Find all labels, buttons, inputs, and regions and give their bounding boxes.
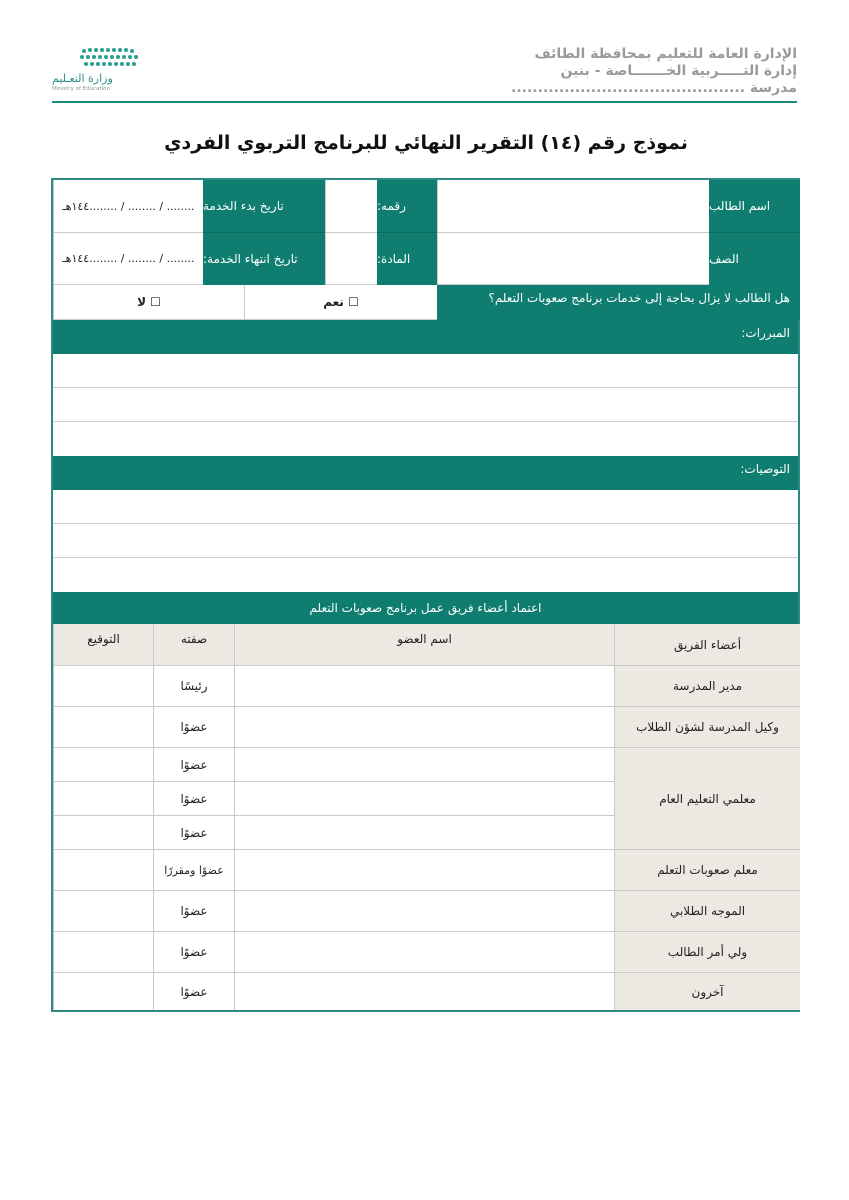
service-end-label: تاريخ انتهاء الخدمة: [203,233,325,285]
grade-input[interactable] [437,233,709,285]
justification-line[interactable] [53,388,798,422]
subject-input[interactable] [325,233,377,285]
subject-label: المادة: [377,233,437,285]
grade-label: الصف [709,233,800,285]
header-line-1: الإدارة العامة للتعليم بمحافظة الطائف [534,46,797,62]
member-name-cell[interactable] [234,850,614,891]
col-signature: التوقيع [53,624,153,666]
service-start-date[interactable]: ........ / ........ / ........١٤٤هـ [53,180,203,233]
capacity-cell: عضوًا [153,891,234,932]
member-name-cell[interactable] [234,816,614,850]
capacity-cell: عضوًا [153,932,234,973]
capacity-cell: عضوًا [153,748,234,782]
student-name-input[interactable] [437,180,709,233]
student-name-label: اسم الطالب [709,180,800,233]
header-divider [52,101,797,103]
member-name-cell[interactable] [234,666,614,707]
justification-line[interactable] [53,354,798,388]
col-capacity: صفته [153,624,234,666]
number-label: رقمه: [377,180,437,233]
ministry-logo [52,46,142,98]
justification-line[interactable] [53,422,798,456]
capacity-cell: عضوًا ومقررًا [153,850,234,891]
team-counselor: الموجه الطلابي [614,891,800,932]
signature-cell[interactable] [53,816,153,850]
col-team-members: أعضاء الفريق [614,624,800,666]
member-name-cell[interactable] [234,782,614,816]
no-checkbox[interactable]: ☐ لا [53,285,244,320]
header-line-3: مدرسة ............................................ [511,80,797,96]
signature-cell[interactable] [53,932,153,973]
member-name-cell[interactable] [234,973,614,1010]
signature-cell[interactable] [53,666,153,707]
report-form [51,178,800,1012]
capacity-cell: عضوًا [153,707,234,748]
capacity-cell: رئيسًا [153,666,234,707]
team-others: آخرون [614,973,800,1010]
header-line-2: إدارة التـــــربية الخـــــــاصة - بنين [560,63,797,79]
team-guardian: ولي أمر الطالب [614,932,800,973]
signature-cell[interactable] [53,973,153,1010]
continue-services-question: هل الطالب لا يزال بحاجة إلى خدمات برنامج صعوبات التعلم؟ [437,285,800,320]
recommendation-line[interactable] [53,558,798,592]
member-name-cell[interactable] [234,748,614,782]
team-deputy: وكيل المدرسة لشؤن الطلاب [614,707,800,748]
justifications-header: المبررات: [53,320,798,354]
logo-arabic-text: وزارة التعـليم [52,72,113,85]
signature-cell[interactable] [53,891,153,932]
team-general-teachers: معلمي التعليم العام [614,748,800,850]
recommendation-line[interactable] [53,490,798,524]
team-ld-teacher: معلم صعوبات التعلم [614,850,800,891]
capacity-cell: عضوًا [153,816,234,850]
col-member-name: اسم العضو [234,624,614,666]
recommendation-line[interactable] [53,524,798,558]
logo-english-text: Ministry of Education [52,86,111,92]
service-start-label: تاريخ بدء الخدمة [203,180,325,233]
capacity-cell: عضوًا [153,973,234,1010]
member-name-cell[interactable] [234,932,614,973]
signature-cell[interactable] [53,782,153,816]
number-input[interactable] [325,180,377,233]
logo-dots-icon [52,46,142,72]
header-text [477,46,797,97]
signature-cell[interactable] [53,748,153,782]
member-name-cell[interactable] [234,891,614,932]
signature-cell[interactable] [53,707,153,748]
signature-cell[interactable] [53,850,153,891]
team-principal: مدير المدرسة [614,666,800,707]
member-name-cell[interactable] [234,707,614,748]
capacity-cell: عضوًا [153,782,234,816]
service-end-date[interactable]: ........ / ........ / ........١٤٤هـ [53,233,203,285]
recommendations-header: التوصيات: [53,456,798,490]
yes-checkbox[interactable]: ☐ نعم [244,285,437,320]
page-title: نموذج رقم (١٤) التقرير النهائي للبرنامج التربوي الفردي [164,132,688,154]
approval-header: اعتماد أعضاء فريق عمل برنامج صعوبات التعلم [53,592,798,624]
